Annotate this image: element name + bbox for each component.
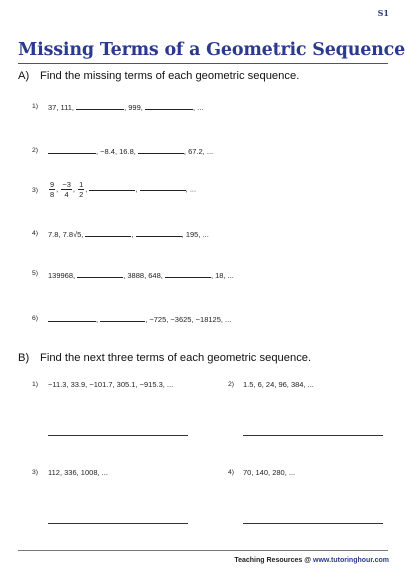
problem-b4-text: 70, 140, 280, ...: [243, 468, 296, 477]
section-a-heading: [18, 70, 299, 82]
problem-a3-text: ,: [56, 184, 59, 194]
problem-b2-number: 2): [228, 381, 235, 388]
problem-a3-number: 3): [32, 187, 39, 194]
problem-a6-text: , −725, −3625, −18125, ...: [145, 315, 232, 324]
answer-blank[interactable]: [48, 314, 99, 324]
problem-b1-number: 1): [32, 381, 39, 388]
answer-blank[interactable]: [138, 146, 184, 154]
problem-b3-text: 112, 336, 1008, ...: [48, 468, 108, 477]
problem-a3-text: , ...: [185, 184, 197, 194]
answer-blank[interactable]: [140, 183, 186, 191]
answer-blank[interactable]: [100, 314, 145, 322]
problem-a5-text: 139968,: [48, 271, 76, 280]
section-b-instruction: Find the next three terms of each geometric sequence.: [40, 352, 312, 364]
fraction: [61, 180, 72, 199]
answer-line[interactable]: [243, 523, 383, 524]
section-a-letter: A): [18, 70, 30, 82]
answer-line[interactable]: [48, 523, 188, 524]
footer-label: Teaching Resources @: [234, 557, 312, 564]
problem-a1: [48, 102, 203, 112]
problem-a5-text: , 18, ...: [210, 271, 234, 280]
footer-site-link[interactable]: www.tutoringhour.com: [313, 557, 389, 564]
problem-a3: [48, 180, 196, 199]
problem-b2-text: 1.5, 6, 24, 96, 384, ...: [243, 380, 314, 389]
problem-a5-number: 5): [32, 270, 39, 277]
problem-a3-text: ,: [135, 184, 138, 194]
problem-a4-text: 7.8, 7.8√5,: [48, 230, 84, 239]
problem-a3-text: ,: [72, 184, 76, 194]
problem-b3-number: 3): [32, 469, 39, 476]
worksheet-code: S1: [377, 8, 389, 18]
answer-blank[interactable]: [85, 229, 134, 239]
problem-a6-number: 6): [32, 315, 39, 322]
problem-a1-text: , ...: [192, 103, 204, 112]
section-a-instruction: Find the missing terms of each geometric sequence.: [40, 70, 300, 82]
section-b-letter: B): [18, 352, 30, 364]
denominator: 4: [64, 190, 69, 199]
denominator: 2: [79, 190, 84, 199]
answer-blank[interactable]: [48, 146, 96, 154]
footer-rule: [18, 550, 388, 551]
answer-blank[interactable]: [145, 102, 193, 110]
problem-a2-number: 2): [32, 147, 39, 154]
answer-blank[interactable]: [76, 102, 124, 110]
fraction: [49, 180, 55, 199]
problem-a3-text: ,: [85, 184, 88, 194]
problem-a1-number: 1): [32, 103, 39, 110]
problem-a4: [48, 229, 209, 239]
problem-a6-text: ,: [96, 315, 99, 324]
numerator: 1: [79, 180, 84, 189]
answer-blank[interactable]: [89, 183, 138, 194]
problem-a4-text: ,: [131, 230, 134, 239]
problem-a2-text: , −8.4, 16.8,: [96, 147, 136, 156]
problem-a2-text: , 67.2, ...: [183, 147, 214, 156]
problem-a1-text: , 999,: [124, 103, 143, 112]
footer: [234, 557, 389, 564]
numerator: 9: [50, 180, 55, 189]
title-rule: [18, 63, 388, 64]
problem-b1-text: −11.3, 33.9, −101.7, 305.1, −915.3, ...: [48, 380, 174, 389]
problem-a4-number: 4): [32, 230, 39, 237]
problem-a5: [48, 270, 234, 280]
problem-a2: [48, 146, 213, 156]
problem-a6: [48, 314, 231, 324]
answer-line[interactable]: [243, 435, 383, 436]
answer-blank[interactable]: [165, 270, 211, 278]
denominator: 8: [50, 190, 55, 199]
page-title: Missing Terms of a Geometric Sequence: [18, 40, 405, 60]
problem-a5-text: , 3888, 648,: [123, 271, 163, 280]
fraction: [78, 180, 84, 199]
numerator: −3: [62, 180, 71, 189]
answer-line[interactable]: [48, 435, 188, 436]
problem-b4-number: 4): [228, 469, 235, 476]
answer-blank[interactable]: [136, 229, 182, 237]
answer-blank[interactable]: [77, 270, 123, 278]
section-b-heading: [18, 352, 311, 364]
problem-a4-text: , 195, ...: [181, 230, 209, 239]
problem-a1-text: 37, 111,: [48, 103, 74, 112]
